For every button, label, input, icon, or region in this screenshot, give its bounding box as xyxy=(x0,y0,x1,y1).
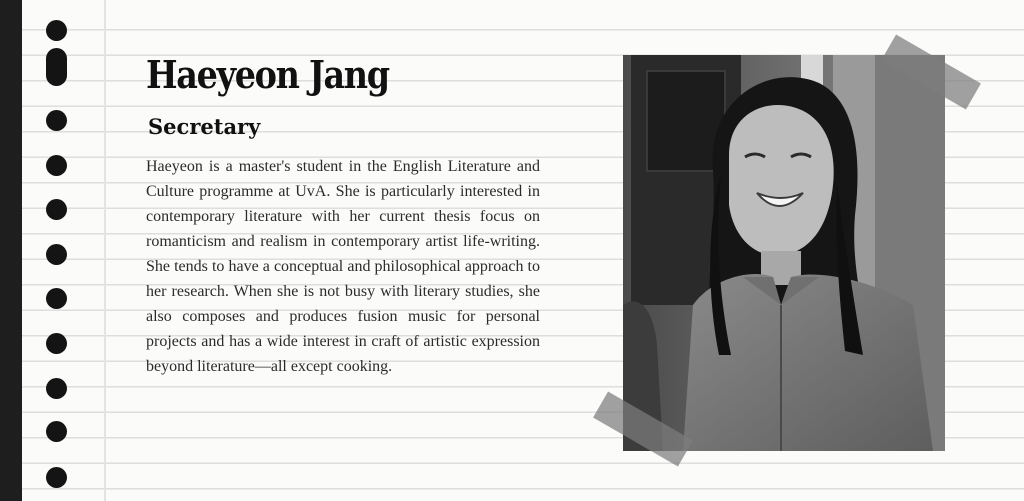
profile-name: Haeyeon Jang xyxy=(146,52,389,97)
profile-role: Secretary xyxy=(148,114,261,139)
punch-hole xyxy=(46,333,67,354)
profile-photo xyxy=(623,55,945,451)
profile-bio: Haeyeon is a master's student in the English Literature and Culture programme at UvA. She is particularly interested in contemporary literature with her current thesis focus on romanticism and realism in contemporary artist life-writing. She tends to have a conceptual and philosophical approach to her research. When she is not busy with literary studies, she also composes and produces fusion music for personal projects and has a wide interest in craft of artistic expression beyond literature—all except cooking. xyxy=(146,158,540,375)
portrait-illustration xyxy=(623,55,945,451)
punch-hole xyxy=(46,244,67,265)
punch-hole xyxy=(46,421,67,442)
punch-hole xyxy=(46,288,67,309)
punch-hole xyxy=(46,110,67,131)
margin-rule xyxy=(104,0,106,501)
punch-hole xyxy=(46,20,67,41)
punch-hole xyxy=(46,378,67,399)
punch-hole xyxy=(46,155,67,176)
punch-hole xyxy=(46,199,67,220)
punch-hole xyxy=(46,467,67,488)
punch-hole xyxy=(46,48,67,86)
binding-strip xyxy=(0,0,22,501)
